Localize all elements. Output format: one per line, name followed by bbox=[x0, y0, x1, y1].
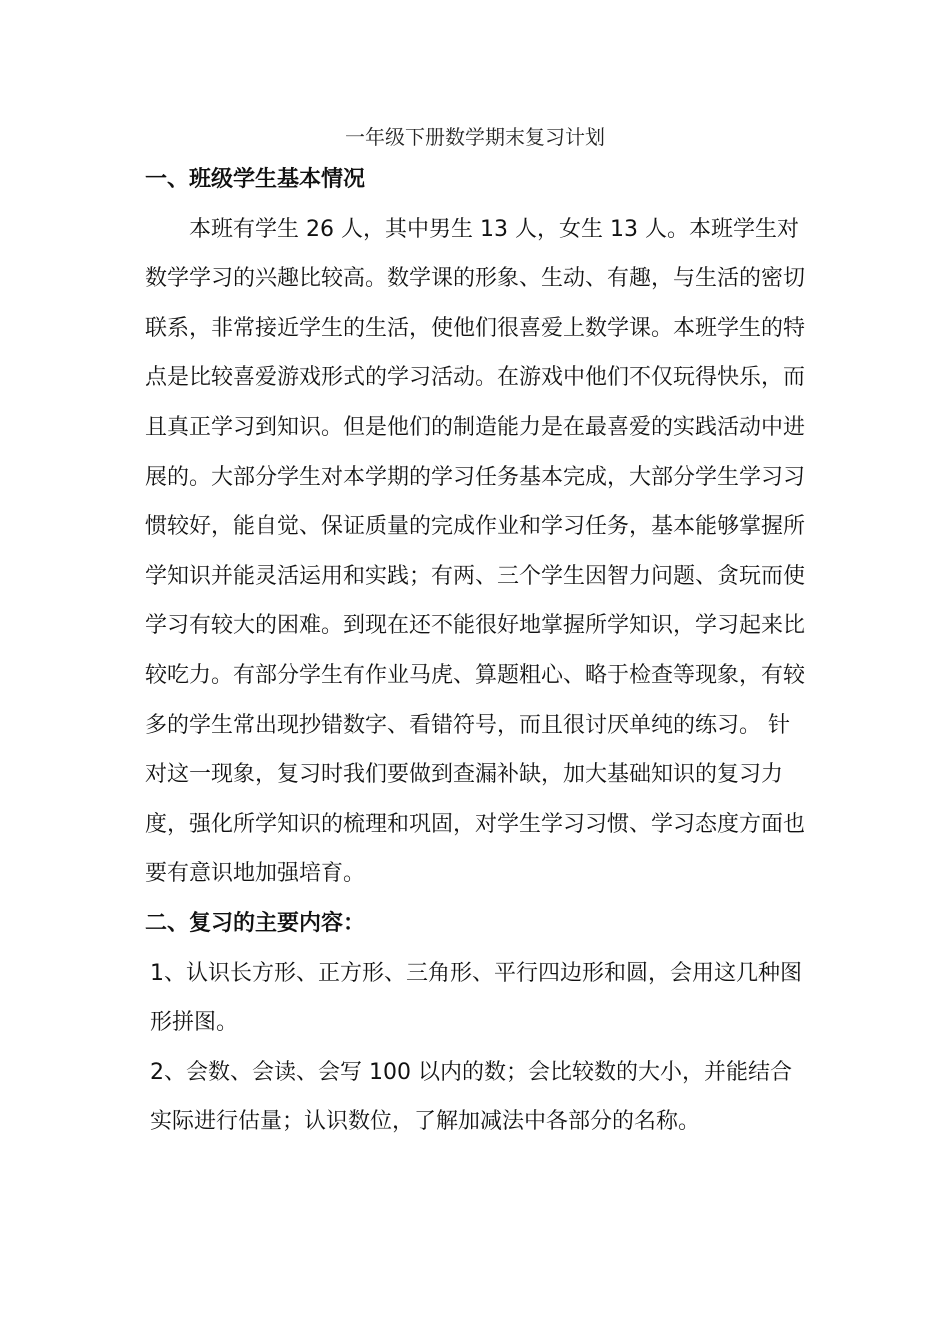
document-title: 一年级下册数学期末复习计划 bbox=[345, 125, 605, 149]
section-1-heading: 一、班级学生基本情况 bbox=[145, 167, 366, 192]
section-1-paragraph: 本班有学生 26 人，其中男生 13 人，女生 13 人。本班学生对数学学习的兴趣比较高。数学课的形象、生动、有趣，与生活的密切联系，非常接近学生的生活，使他们很喜爱上数学课。本班学生的特点是比较喜爱游戏形式的学习活动。在游戏中他们不仅玩得快乐，而且真正学习到知识。但是他们的制造能力是在最喜爱的实践活动中进展的。大部分学生对本学期的学习任务基本完成，大部分学生学习习惯较好，能自觉、保证质量的完成作业和学习任务，基本能够掌握所学知识并能灵活运用和实践；有两、三个学生因智力问题、贪玩而使学习有较大的困难。到现在还不能很好地掌握所学知识，学习起来比较吃力。有部分学生有作业马虎、算题粗心、略于检查等现象，有较多的学生常出现抄错数字、看错符号，而且很讨厌单纯的练习。 针对这一现象，复习时我们要做到查漏补缺，加大基础知识的复习力度，强化所学知识的梳理和巩固，对学生学习习惯、学习态度方面也要有意识地加强培育。 bbox=[145, 216, 806, 887]
document-body bbox=[145, 155, 810, 1147]
section-2-heading: 二、复习的主要内容： bbox=[145, 910, 366, 936]
list-item: 2、会数、会读、会写 100 以内的数；会比较数的大小，并能结合实际进行估量；认识数位，了解加减法中各部分的名称。 bbox=[150, 1059, 792, 1135]
list-item: 1、认识长方形、正方形、三角形、平行四边形和圆，会用这几种图形拼图。 bbox=[150, 960, 802, 1036]
